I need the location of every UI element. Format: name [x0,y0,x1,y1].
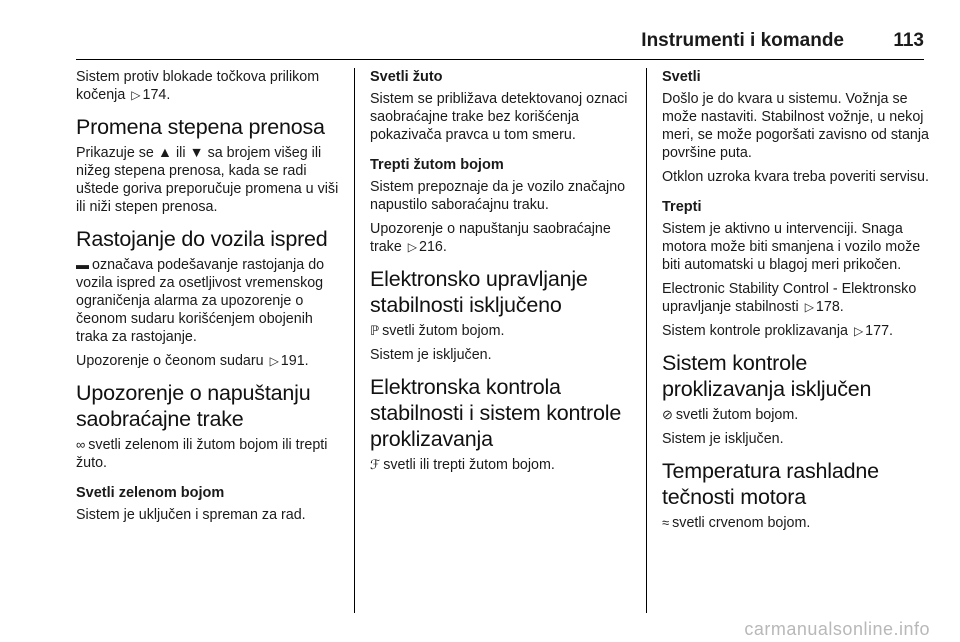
watermark: carmanualsonline.info [744,619,930,639]
header-rule [76,59,924,60]
column-divider [354,68,355,613]
paragraph: ∞ svetli zelenom ili žutom bojom ili trepti žuto. [76,437,328,471]
paragraph: ℱ svetli ili trepti žutom bojom. [370,457,555,473]
paragraph: Došlo je do kvara u sistemu. Vožnja se može nastaviti. Stabilnost vožnje, u nekoj meri, se može pogoršati zavisno od stanja površine puta. [662,91,930,161]
paragraph: Sistem je uključen i spreman za rad. [76,507,306,523]
esc-off-icon: ℙ [370,323,380,338]
paragraph: Sistem je isključen. [370,347,492,363]
paragraph: Otklon uzroka kvara treba poveriti servisu. [662,169,929,185]
section-heading: Temperatura rashladne tečnosti motora [662,459,879,509]
arrow-ref-icon: ▷ [131,88,141,102]
column-1 [76,68,344,530]
section-heading: Elektronsko upravljanje stabilnosti isključeno [370,267,588,317]
arrow-ref-icon: ▷ [804,300,814,314]
paragraph: Sistem prepoznaje da je vozilo značajno napustilo saboraćajnu traku. [370,179,626,213]
arrow-ref-icon: ▷ [407,240,418,254]
skid-icon: ℱ [370,457,381,472]
paragraph: Sistem je aktivno u intervenciji. Snaga motora može biti smanjena i vozilo može biti automatski u blagoj meri prikočen. [662,221,921,273]
page-header [76,26,924,60]
paragraph: Sistem se približava detektovanoj oznaci saobraćajne trake bez korišćenja pokazivača pravca u tom smeru. [370,91,628,143]
paragraph: ℙ svetli žutom bojom. [370,323,505,339]
arrow-ref-icon: ▷ [269,354,279,368]
section-heading: Sistem kontrole proklizavanja isključen [662,351,872,401]
sub-heading: Trepti [662,199,702,215]
column-2 [370,68,634,480]
page-number: 113 [893,30,924,51]
section-heading: Elektronska kontrola stabilnosti i sistem kontrole proklizavanja [370,375,622,451]
sub-heading: Svetli žuto [370,69,443,85]
tc-off-icon: ⊘ [662,407,673,422]
column-divider [646,68,647,613]
paragraph: Upozorenje o čeonom sudaru ▷ 191. [76,353,309,369]
car-distance-icon: ▬ [76,257,89,272]
page-reference[interactable]: 174. [142,87,171,103]
paragraph: Sistem je isključen. [662,431,784,447]
paragraph: ≈ svetli crvenom bojom. [662,515,811,531]
paragraph: Sistem kontrole proklizavanja ▷ 177. [662,323,893,339]
section-heading: Promena stepena prenosa [76,115,325,139]
header-title: Instrumenti i komande [641,30,844,51]
sub-heading: Svetli zelenom bojom [76,485,225,501]
paragraph: Sistem protiv blokade točkova prilikom kočenja ▷ 174. [76,69,320,103]
paragraph: Electronic Stability Control - Elektronsko upravljanje stabilnosti ▷ 178. [662,281,917,315]
lane-departure-icon: ∞ [76,437,86,452]
page-reference[interactable]: 216. [419,239,447,255]
arrow-ref-icon: ▷ [853,324,864,338]
page-reference[interactable]: 191. [280,353,309,369]
paragraph: ⊘ svetli žutom bojom. [662,407,799,423]
section-heading: Rastojanje do vozila ispred [76,227,328,251]
coolant-temp-icon: ≈ [662,515,670,530]
page-reference[interactable]: 177. [865,323,893,339]
section-heading: Upozorenje o napuštanju saobraćajne trake [76,381,311,431]
column-3 [662,68,932,538]
sub-heading: Trepti žutom bojom [370,157,504,173]
paragraph: ▬ označava podešavanje rastojanja do vozila ispred za osetljivost vremenskog ograničenja alarma za upozorenje o čeonom sudaru korišćenjem obojenih traka za rastojanje. [76,257,325,345]
page-reference[interactable]: 178. [815,299,844,315]
paragraph: Upozorenje o napuštanju saobraćajne trake ▷ 216. [370,221,611,255]
sub-heading: Svetli [662,69,701,85]
paragraph: Prikazuje se ▲ ili ▼ sa brojem višeg ili nižeg stepena prenosa, kada se radi uštede goriva preporučuje promena u viši ili niži stepen prenosa. [76,145,339,215]
